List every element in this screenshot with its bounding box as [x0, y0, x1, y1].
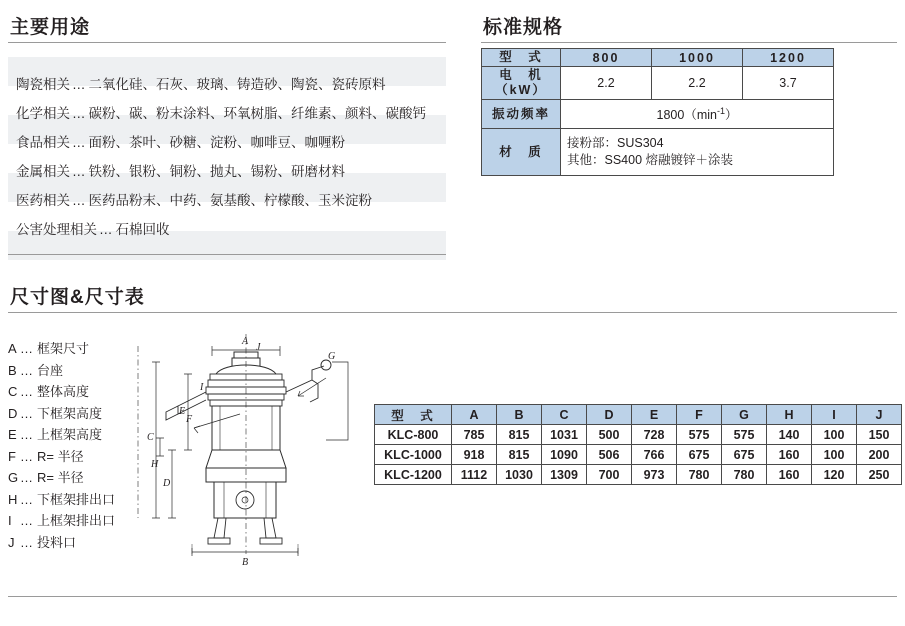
legend-text: 上框架高度 — [37, 427, 103, 442]
use-dots: … — [72, 77, 87, 92]
dim-col-e: E — [632, 405, 677, 425]
legend-dots: … — [20, 491, 34, 507]
legend-item — [8, 403, 115, 425]
spec-header-800: 800 — [561, 49, 652, 67]
drawing-label-D: D — [163, 478, 171, 489]
dim-cell: KLC-1000 — [375, 445, 452, 465]
page-bottom-divider — [8, 596, 897, 597]
dim-col-i: I — [812, 405, 857, 425]
use-detail: 医药品粉末、中药、氨基酸、柠檬酸、玉米淀粉 — [88, 193, 372, 208]
legend-key: B — [8, 362, 17, 378]
legend-key: G — [8, 470, 19, 485]
spec-header-model: 型 式 — [482, 49, 561, 67]
dim-col-model: 型 式 — [375, 405, 452, 425]
legend-text: R= 半径 — [37, 470, 84, 485]
uses-list — [8, 50, 446, 255]
spec-label-motor — [482, 67, 561, 100]
legend-dots: … — [20, 427, 34, 442]
use-row — [16, 218, 170, 238]
spec-motor-1000: 2.2 — [652, 67, 743, 100]
dim-cell: 918 — [452, 445, 497, 465]
dim-col-g: G — [722, 405, 767, 425]
specs-title-divider — [481, 42, 897, 43]
page-title-specs: 标准规格 — [483, 17, 564, 38]
dim-cell: 140 — [767, 425, 812, 445]
legend-text: 上框架排出口 — [37, 513, 116, 528]
legend-item — [8, 510, 115, 532]
dim-title-divider — [8, 312, 897, 313]
table-row — [375, 445, 902, 465]
drawing-label-F: F — [186, 414, 193, 425]
dim-header-row — [375, 405, 902, 425]
spec-material-line2: 其他：SS400 熔融镀锌＋涂装 — [567, 153, 734, 167]
spec-material-line1: 接粉部：SUS304 — [567, 136, 664, 150]
use-row — [16, 73, 386, 93]
dim-col-c: C — [542, 405, 587, 425]
legend-item — [8, 446, 115, 468]
spec-label-motor-unit: （kW） — [495, 83, 547, 97]
spec-row-frequency — [482, 100, 834, 129]
page-title-dimensions: 尺寸图&尺寸表 — [10, 287, 145, 308]
dim-cell: 150 — [857, 425, 902, 445]
legend-dots: … — [20, 448, 34, 464]
spec-frequency-unit: （min — [684, 108, 717, 122]
dim-cell: 250 — [857, 465, 902, 485]
legend-key: I — [8, 513, 12, 528]
dimension-legend — [8, 338, 115, 553]
spec-row-material — [482, 129, 834, 176]
dim-cell: 766 — [632, 445, 677, 465]
legend-text: 台座 — [37, 362, 64, 378]
standard-spec-table — [481, 48, 834, 176]
spec-header-1000: 1000 — [652, 49, 743, 67]
dim-cell: 815 — [497, 425, 542, 445]
dim-cell: 200 — [857, 445, 902, 465]
dim-col-a: A — [452, 405, 497, 425]
legend-key: C — [8, 384, 18, 399]
legend-key: E — [8, 427, 17, 442]
dim-cell: 780 — [722, 465, 767, 485]
spec-motor-1200: 3.7 — [743, 67, 834, 100]
legend-item — [8, 338, 115, 360]
legend-item — [8, 381, 115, 403]
spec-frequency-unit-exp: -1 — [716, 105, 725, 116]
legend-dots: … — [20, 513, 34, 528]
use-category: 陶瓷相关 — [16, 77, 70, 92]
legend-key: F — [8, 448, 16, 464]
dim-cell: 506 — [587, 445, 632, 465]
legend-item — [8, 424, 115, 446]
dim-cell: 1309 — [542, 465, 587, 485]
dim-cell: 160 — [767, 445, 812, 465]
legend-item — [8, 467, 115, 489]
spec-header-1200: 1200 — [743, 49, 834, 67]
legend-dots: … — [20, 362, 34, 378]
drawing-label-C: C — [147, 432, 154, 443]
dim-cell: 700 — [587, 465, 632, 485]
legend-item — [8, 360, 115, 382]
legend-dots: … — [20, 341, 34, 356]
spec-label-motor-main: 电 机 — [499, 68, 543, 82]
spec-row-motor — [482, 67, 834, 100]
use-row — [16, 131, 345, 151]
dim-col-d: D — [587, 405, 632, 425]
dim-cell: 100 — [812, 425, 857, 445]
drawing-label-A: A — [242, 336, 249, 347]
dim-cell: 575 — [722, 425, 767, 445]
dim-cell: 780 — [677, 465, 722, 485]
legend-dots: … — [20, 384, 34, 399]
dim-cell: 1031 — [542, 425, 587, 445]
sifter-machine-drawing — [120, 322, 370, 567]
use-dots: … — [72, 193, 87, 208]
use-category: 公害处理相关 — [16, 222, 97, 237]
dim-cell: 575 — [677, 425, 722, 445]
drawing-label-H: H — [151, 459, 159, 470]
legend-text: 框架尺寸 — [37, 341, 90, 356]
dim-cell: 785 — [452, 425, 497, 445]
dim-cell: 1090 — [542, 445, 587, 465]
spec-motor-800: 2.2 — [561, 67, 652, 100]
dim-cell: KLC-800 — [375, 425, 452, 445]
use-category: 医药相关 — [16, 193, 70, 208]
legend-key: J — [8, 534, 15, 550]
legend-key: H — [8, 491, 18, 507]
drawing-label-E: E — [179, 406, 186, 417]
drawing-label-B: B — [242, 557, 249, 567]
use-detail: 面粉、茶叶、砂糖、淀粉、咖啡豆、咖喱粉 — [88, 135, 345, 150]
dim-col-b: B — [497, 405, 542, 425]
use-dots: … — [72, 106, 87, 121]
drawing-label-G: G — [328, 351, 336, 362]
spec-frequency-number: 1800 — [656, 108, 685, 122]
dim-cell: KLC-1200 — [375, 465, 452, 485]
legend-item — [8, 532, 115, 554]
spec-material-value — [561, 129, 834, 176]
table-row — [375, 465, 902, 485]
dim-col-j: J — [857, 405, 902, 425]
table-row — [375, 425, 902, 445]
drawing-label-J: J — [256, 342, 261, 353]
use-detail: 石棉回收 — [115, 222, 170, 237]
dim-cell: 973 — [632, 465, 677, 485]
dim-cell: 675 — [677, 445, 722, 465]
use-detail: 二氧化硅、石灰、玻璃、铸造砂、陶瓷、瓷砖原料 — [88, 77, 386, 92]
use-detail: 碳粉、碳、粉末涂料、环氧树脂、纤维素、颜料、碳酸钙 — [88, 106, 426, 121]
dim-col-f: F — [677, 405, 722, 425]
legend-text: 投料口 — [37, 534, 77, 550]
dim-cell: 100 — [812, 445, 857, 465]
legend-key: A — [8, 341, 17, 356]
legend-dots: … — [20, 405, 34, 421]
legend-text: 下框架排出口 — [37, 491, 116, 507]
legend-key: D — [8, 405, 18, 421]
use-row — [16, 102, 426, 122]
dim-cell: 120 — [812, 465, 857, 485]
use-dots: … — [72, 135, 87, 150]
spec-header-row — [482, 49, 834, 67]
dim-cell: 1030 — [497, 465, 542, 485]
spec-frequency-unit-end: ） — [724, 108, 738, 122]
dim-cell: 500 — [587, 425, 632, 445]
dim-col-h: H — [767, 405, 812, 425]
use-category: 金属相关 — [16, 164, 70, 179]
legend-item — [8, 489, 115, 511]
legend-dots: … — [20, 534, 34, 550]
legend-text: R= 半径 — [37, 448, 84, 464]
dim-cell: 675 — [722, 445, 767, 465]
spec-label-material: 材 质 — [482, 129, 561, 176]
legend-dots: … — [20, 470, 34, 485]
uses-title-divider — [8, 42, 446, 43]
spec-frequency-value — [561, 100, 834, 129]
use-category: 食品相关 — [16, 135, 70, 150]
legend-text: 下框架高度 — [37, 405, 103, 421]
dim-cell: 815 — [497, 445, 542, 465]
spec-label-frequency: 振动频率 — [482, 100, 561, 129]
page-title-uses: 主要用途 — [10, 17, 91, 38]
use-category: 化学相关 — [16, 106, 70, 121]
use-row — [16, 160, 345, 180]
legend-text: 整体高度 — [37, 384, 90, 399]
dimension-table — [374, 404, 902, 485]
dim-cell: 160 — [767, 465, 812, 485]
use-dots: … — [99, 222, 114, 237]
use-row — [16, 189, 372, 209]
dim-cell: 728 — [632, 425, 677, 445]
dim-cell: 1112 — [452, 465, 497, 485]
use-dots: … — [72, 164, 87, 179]
use-detail: 铁粉、银粉、铜粉、抛丸、锡粉、研磨材料 — [88, 164, 345, 179]
drawing-label-I: I — [200, 382, 204, 393]
